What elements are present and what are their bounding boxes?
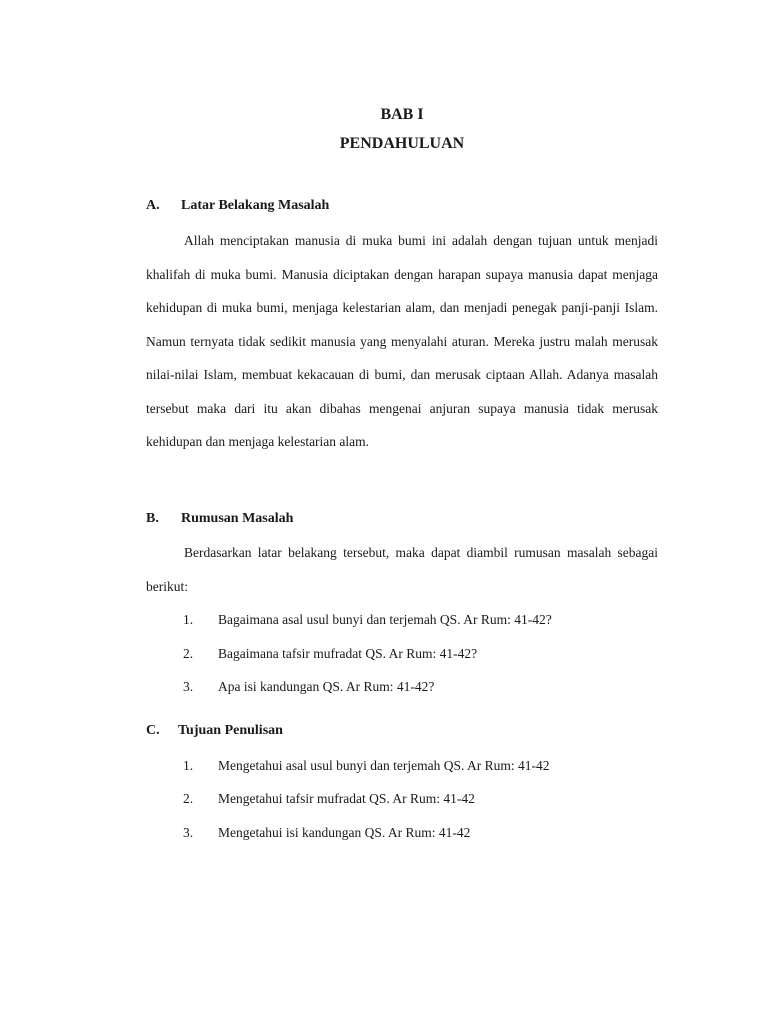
list-text: Mengetahui isi kandungan QS. Ar Rum: 41-42	[218, 825, 471, 840]
section-heading-c	[146, 721, 283, 741]
list-text: Apa isi kandungan QS. Ar Rum: 41-42?	[218, 679, 435, 694]
chapter-number: BAB I	[380, 106, 424, 123]
section-title: Rumusan Masalah	[181, 511, 294, 526]
background-paragraph	[146, 224, 658, 459]
section-heading-a	[146, 196, 330, 216]
section-title: Latar Belakang Masalah	[181, 198, 330, 213]
problem-paragraph	[146, 536, 658, 603]
section-heading-b	[146, 509, 294, 529]
paragraph-text: Berdasarkan latar belakang tersebut, maka dapat diambil rumusan masalah sebagai berikut:	[146, 545, 658, 594]
section-title: Tujuan Penulisan	[178, 723, 283, 738]
section-letter: B.	[146, 511, 159, 526]
list-number: 2.	[183, 791, 194, 806]
list-text: Mengetahui tafsir mufradat QS. Ar Rum: 41-42	[218, 791, 475, 806]
list-number: 3.	[183, 825, 194, 840]
list-number: 1.	[183, 612, 194, 627]
list-text: Bagaimana tafsir mufradat QS. Ar Rum: 41-42?	[218, 646, 478, 661]
chapter-title: PENDAHULUAN	[339, 135, 465, 152]
list-number: 3.	[183, 679, 194, 694]
section-letter: C.	[146, 723, 160, 738]
list-number: 2.	[183, 646, 194, 661]
list-text: Bagaimana asal usul bunyi dan terjemah QS. Ar Rum: 41-42?	[218, 612, 552, 627]
list-text: Mengetahui asal usul bunyi dan terjemah QS. Ar Rum: 41-42	[218, 758, 550, 773]
list-number: 1.	[183, 758, 194, 773]
section-letter: A.	[146, 198, 160, 213]
paragraph-text: Allah menciptakan manusia di muka bumi ini adalah dengan tujuan untuk menjadi khalifah di muka bumi. Manusia diciptakan dengan harapan supaya manusia dapat menjaga kehidupan di muka bumi, menjaga kelestarian alam, dan menjadi penegak panji-panji Islam. Namun ternyata tidak sedikit manusia yang menyalahi aturan. Mereka justru malah merusak nilai-nilai Islam, membuat kekacauan di bumi, dan merusak ciptaan Allah. Adanya masalah tersebut maka dari itu akan dibahas mengenai anjuran supaya manusia tidak merusak kehidupan dan menjaga kelestarian alam.	[146, 233, 658, 449]
